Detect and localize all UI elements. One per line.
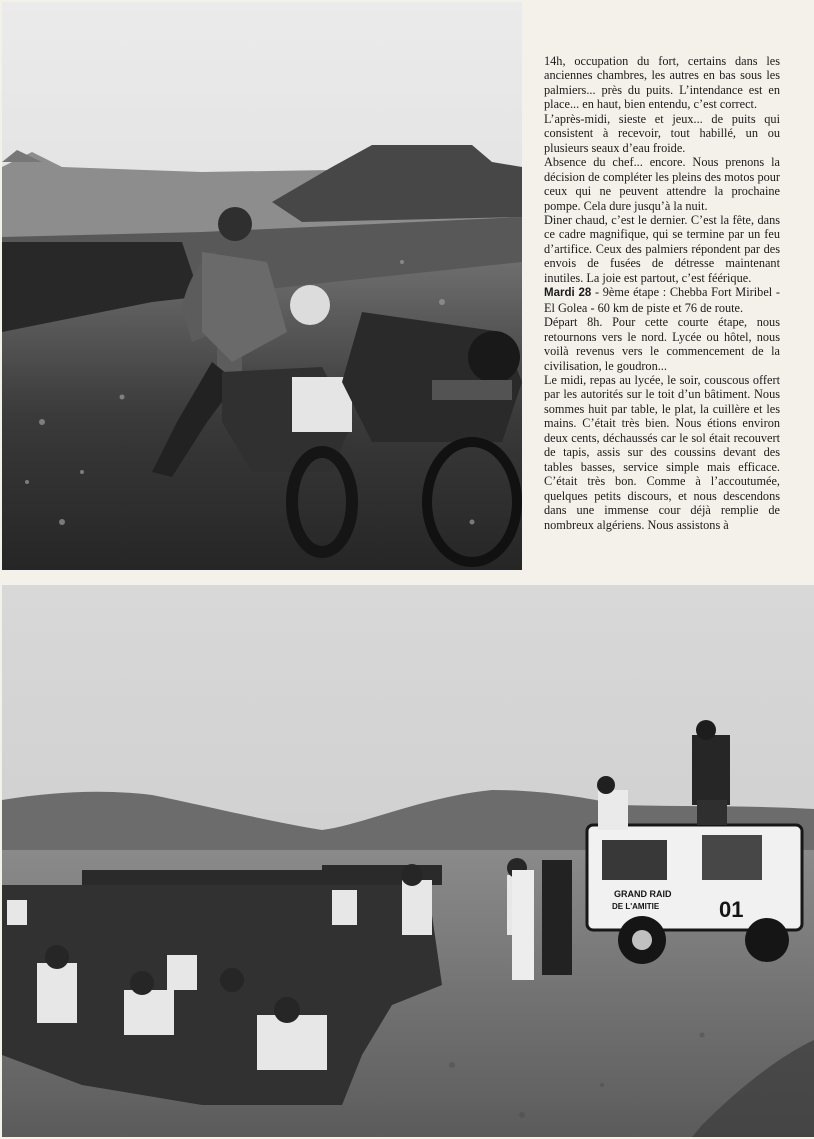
- stage-day-label: Mardi 28: [544, 287, 592, 300]
- article-paragraph: Diner chaud, c’est le dernier. C’est la fête, dans ce cadre magnifique, qui se termine par un feu d’artifice. Ceux des palmiers répondent par des envois de fusées de détresse maintenant inutiles. La joie est partout, c’est féérique.: [544, 212, 780, 285]
- article-paragraph: Absence du chef... encore. Nous prenons la décision de compléter les pleins des motos pour ceux qui ne peuvent attendre la prochaine pompe. Cela dure jusqu’à la nuit.: [544, 155, 780, 213]
- article-paragraph: Départ 8h. Pour cette courte étape, nous retournons vers le nord. Lycée ou hôtel, nous voilà revenus vers le commencement de la civilisation, le goudron...: [544, 315, 780, 373]
- svg-text:DE L'AMITIE: DE L'AMITIE: [612, 902, 660, 911]
- stage-details: - 9ème étape : Chebba Fort Miribel - El Golea - 60 km de piste et 76 de route.: [544, 285, 780, 315]
- vehicle-number: 01: [719, 897, 744, 922]
- photo-desert-motorcyclists: [2, 2, 522, 570]
- article-paragraph: Le midi, repas au lycée, le soir, couscous offert par les autorités sur le toit d’un bâtiment. Nous sommes huit par table, le plat, la cuillère et les mains. C’était très bien. Nous étions environ deux cents, déchaussés car le sol était recouvert de tapis, assis sur des coussins devant des tables basses, service simple mais efficace. C’était très bon. Comme à l’accoutumée, quelques petits discours, et nous descendons dans une immense cour déjà remplie de nombreux algériens. Nous assistons à: [544, 372, 780, 532]
- photo-rally-crowd: [2, 585, 814, 1137]
- article-text-column: [544, 54, 780, 532]
- article-paragraph: L’après-midi, sieste et jeux... de puits qui consistent à recevoir, tout habillé, un ou plusieurs seaux d’eau froide.: [544, 111, 780, 155]
- svg-text:GRAND RAID: GRAND RAID: [614, 889, 672, 899]
- article-paragraph: 14h, occupation du fort, certains dans les anciennes chambres, les autres en bas sous les palmiers... près du puits. L’intendance est en place... en haut, bien entendu, c’est correct.: [544, 54, 780, 112]
- article-paragraph-stage-heading: [544, 285, 780, 315]
